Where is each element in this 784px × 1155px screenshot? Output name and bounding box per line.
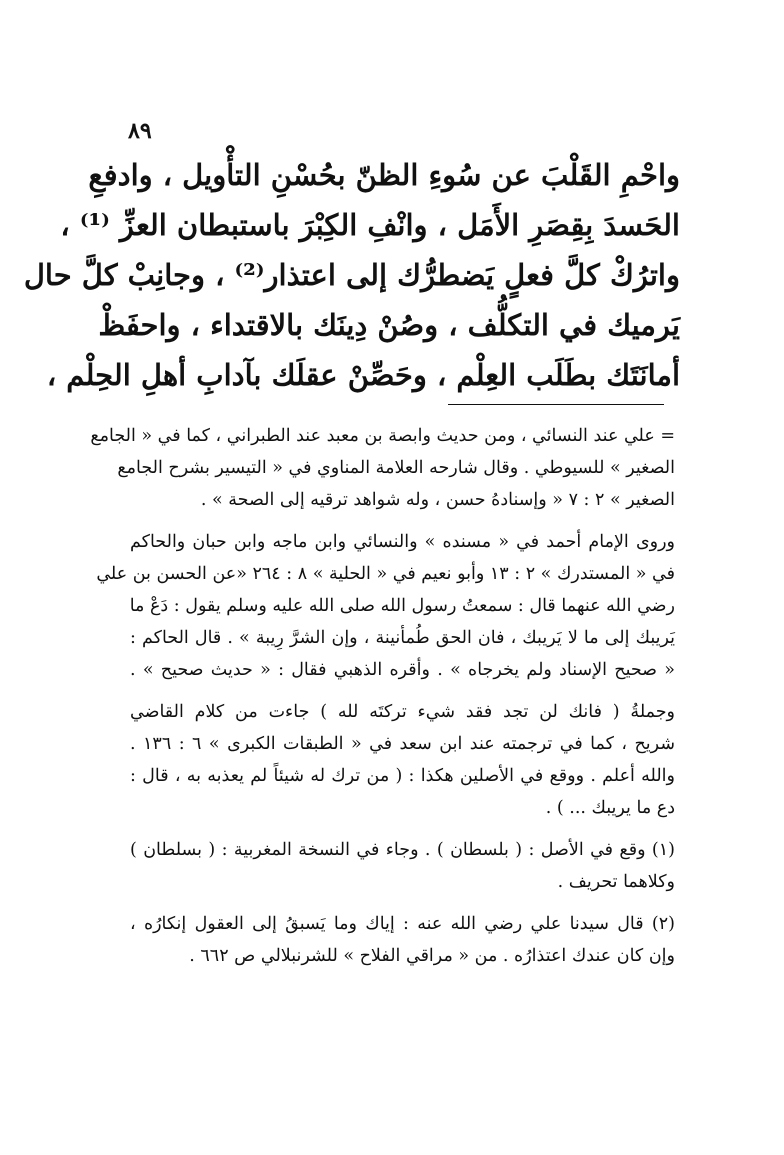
footnote-paragraph xyxy=(130,696,675,824)
main-text-line: الحَسدَ بِقِصَرِ الأَمَل ، وانْفِ الكِبْرَ باستبطان العزِّ ⁽¹⁾ ، xyxy=(60,208,680,242)
page-number: ٨٩ xyxy=(128,118,152,144)
main-text-line: يَرميك في التكلُّف ، وصُنْ دِينَك بالاقتداء ، واحفَظْ xyxy=(98,308,680,342)
main-text-line: واترُكْ كلَّ فعلٍ يَضطرُّك إلى اعتذار⁽²⁾ ، وجانِبْ كلَّ حال xyxy=(23,258,680,292)
footnote-line: وكلاهما تحريف . xyxy=(557,872,675,892)
footnote-line: الصغير » للسيوطي . وقال شارحه العلامة المناوي في « التيسير بشرح الجامع xyxy=(117,458,675,478)
footnote-line: « صحيح الإسناد ولم يخرجاه » . وأقره الذهبي فقال : « حديث صحيح » . xyxy=(130,660,675,680)
footnote-line: (١) وقع في الأصل : ( بلسطان ) . وجاء في النسخة المغربية : ( بسلطان ) xyxy=(130,840,675,860)
footnote-line: دع ما يريبك ... ) . xyxy=(545,798,675,818)
footnote-continuation xyxy=(90,420,675,516)
footnote-line: شريح ، كما في ترجمته عند ابن سعد في « الطبقات الكبرى » ٦ : ١٣٦ . xyxy=(130,734,675,754)
footnote-line: في « المستدرك » ٢ : ١٣ وأبو نعيم في « الحلية » ٨ : ٢٦٤ «عن الحسن بن علي xyxy=(96,564,675,584)
main-text-line: أمانَتَك بطَلَب العِلْم ، وحَصِّنْ عقلَك بآدابِ أهلِ الحِلْم ، xyxy=(46,358,680,392)
footnotes xyxy=(90,420,675,982)
main-text xyxy=(23,150,680,400)
footnote-2 xyxy=(130,908,675,972)
footnote-1 xyxy=(130,834,675,898)
footnote-line: وجملةُ ( فانك لن تجد فقد شيء تركتَه لله ) جاءت من كلام القاضي xyxy=(130,702,675,722)
footnote-line: = علي عند النسائي ، ومن حديث وابصة بن معبد عند الطبراني ، كما في « الجامع xyxy=(90,426,675,446)
main-text-line: واحْمِ القَلْبَ عن سُوءِ الظنّ بحُسْنِ التأْويل ، وادفعِ xyxy=(88,158,680,192)
footnote-line: يَريبك إلى ما لا يَريبك ، فان الحق طُمأنينة ، وإن الشرَّ رِيبة » . قال الحاكم : xyxy=(130,628,675,648)
footnote-line: الصغير » ٢ : ٧ « وإسنادهُ حسن ، وله شواهد ترقيه إلى الصحة » . xyxy=(200,490,675,510)
footnote-line: (٢) قال سيدنا علي رضي الله عنه : إياك وما يَسبقُ إلى العقول إنكارُه ، xyxy=(130,914,675,934)
footnote-line: رضي الله عنهما قال : سمعتُ رسول الله صلى الله عليه وسلم يقول : دَعْ ما xyxy=(129,596,675,616)
footnote-paragraph xyxy=(96,526,675,686)
footnote-line: وإن كان عندك اعتذارُه . من « مراقي الفلاح » للشرنبلالي ص ٦٦٢ . xyxy=(189,946,675,966)
footnote-separator xyxy=(448,404,664,405)
footnote-line: والله أعلم . ووقع في الأصلين هكذا : ( من ترك له شيئاً لم يعذبه به ، قال : xyxy=(130,766,675,786)
footnote-line: وروى الإمام أحمد في « مسنده » والنسائي وابن ماجه وابن حبان والحاكم xyxy=(130,532,675,552)
